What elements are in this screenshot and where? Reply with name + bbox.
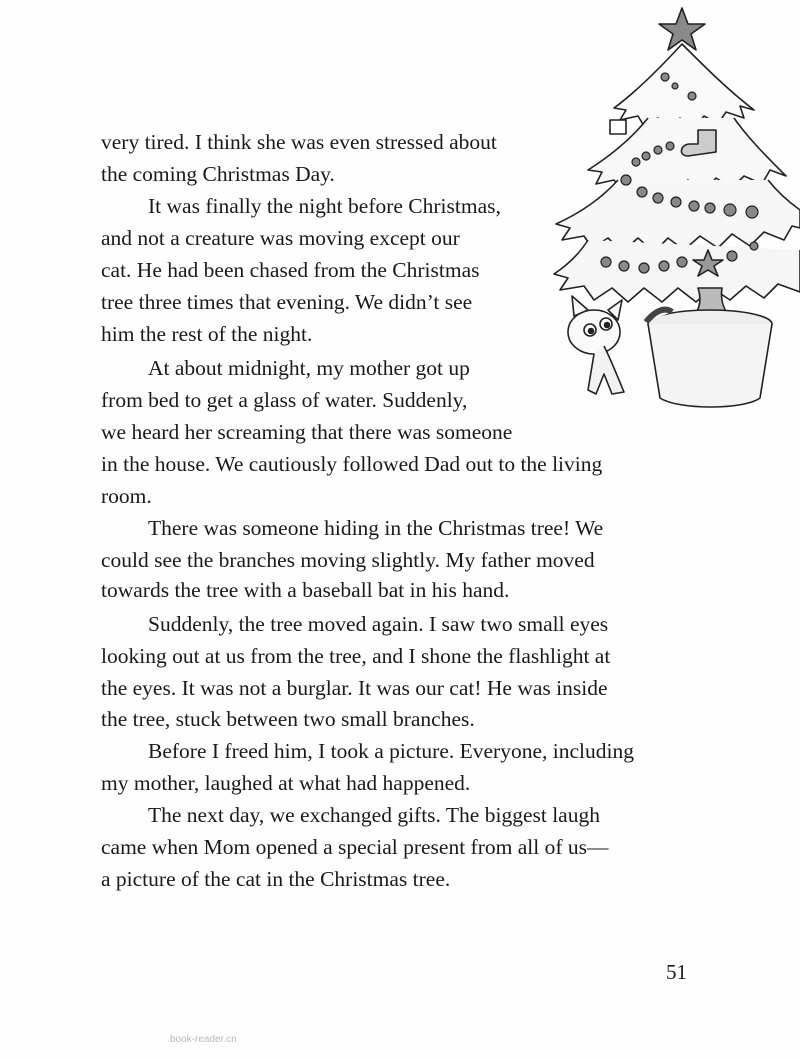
text-line: came when Mom opened a special present from all of us— <box>101 835 609 859</box>
text-line: Suddenly, the tree moved again. I saw two small eyes <box>148 612 609 636</box>
text-line: the tree, stuck between two small branches. <box>101 707 475 731</box>
text-line: It was finally the night before Christmas, <box>148 194 501 218</box>
watermark: book-reader.cn <box>170 1034 237 1045</box>
text-line: and not a creature was moving except our <box>101 226 460 250</box>
text-line: him the rest of the night. <box>101 322 313 346</box>
text-line: tree three times that evening. We didn’t see <box>101 290 473 314</box>
christmas-tree-illustration <box>548 0 800 420</box>
text-line: very tired. I think she was even stressed about <box>101 130 497 154</box>
text-line: There was someone hiding in the Christmas tree! We <box>148 516 604 540</box>
page-number: 51 <box>666 960 687 984</box>
text-line: cat. He had been chased from the Christmas <box>101 258 480 282</box>
text-line: a picture of the cat in the Christmas tree. <box>101 867 451 891</box>
text-line: looking out at us from the tree, and I shone the flashlight at <box>101 644 611 668</box>
text-line: room. <box>101 484 152 508</box>
text-line: the coming Christmas Day. <box>101 162 335 186</box>
text-line: At about midnight, my mother got up <box>148 356 470 380</box>
text-line: in the house. We cautiously followed Dad out to the living <box>101 452 603 476</box>
text-line: from bed to get a glass of water. Suddenly, <box>101 388 468 412</box>
text-line: we heard her screaming that there was someone <box>101 420 513 444</box>
text-line: The next day, we exchanged gifts. The biggest laugh <box>148 803 600 827</box>
text-line: my mother, laughed at what had happened. <box>101 771 471 795</box>
text-line: the eyes. It was not a burglar. It was our cat! He was inside <box>101 676 608 700</box>
text-line: could see the branches moving slightly. My father moved <box>101 548 595 572</box>
text-line: Before I freed him, I took a picture. Everyone, including <box>148 739 634 763</box>
gift-ornament-icon <box>610 120 626 134</box>
text-line: towards the tree with a baseball bat in his hand. <box>101 578 510 602</box>
